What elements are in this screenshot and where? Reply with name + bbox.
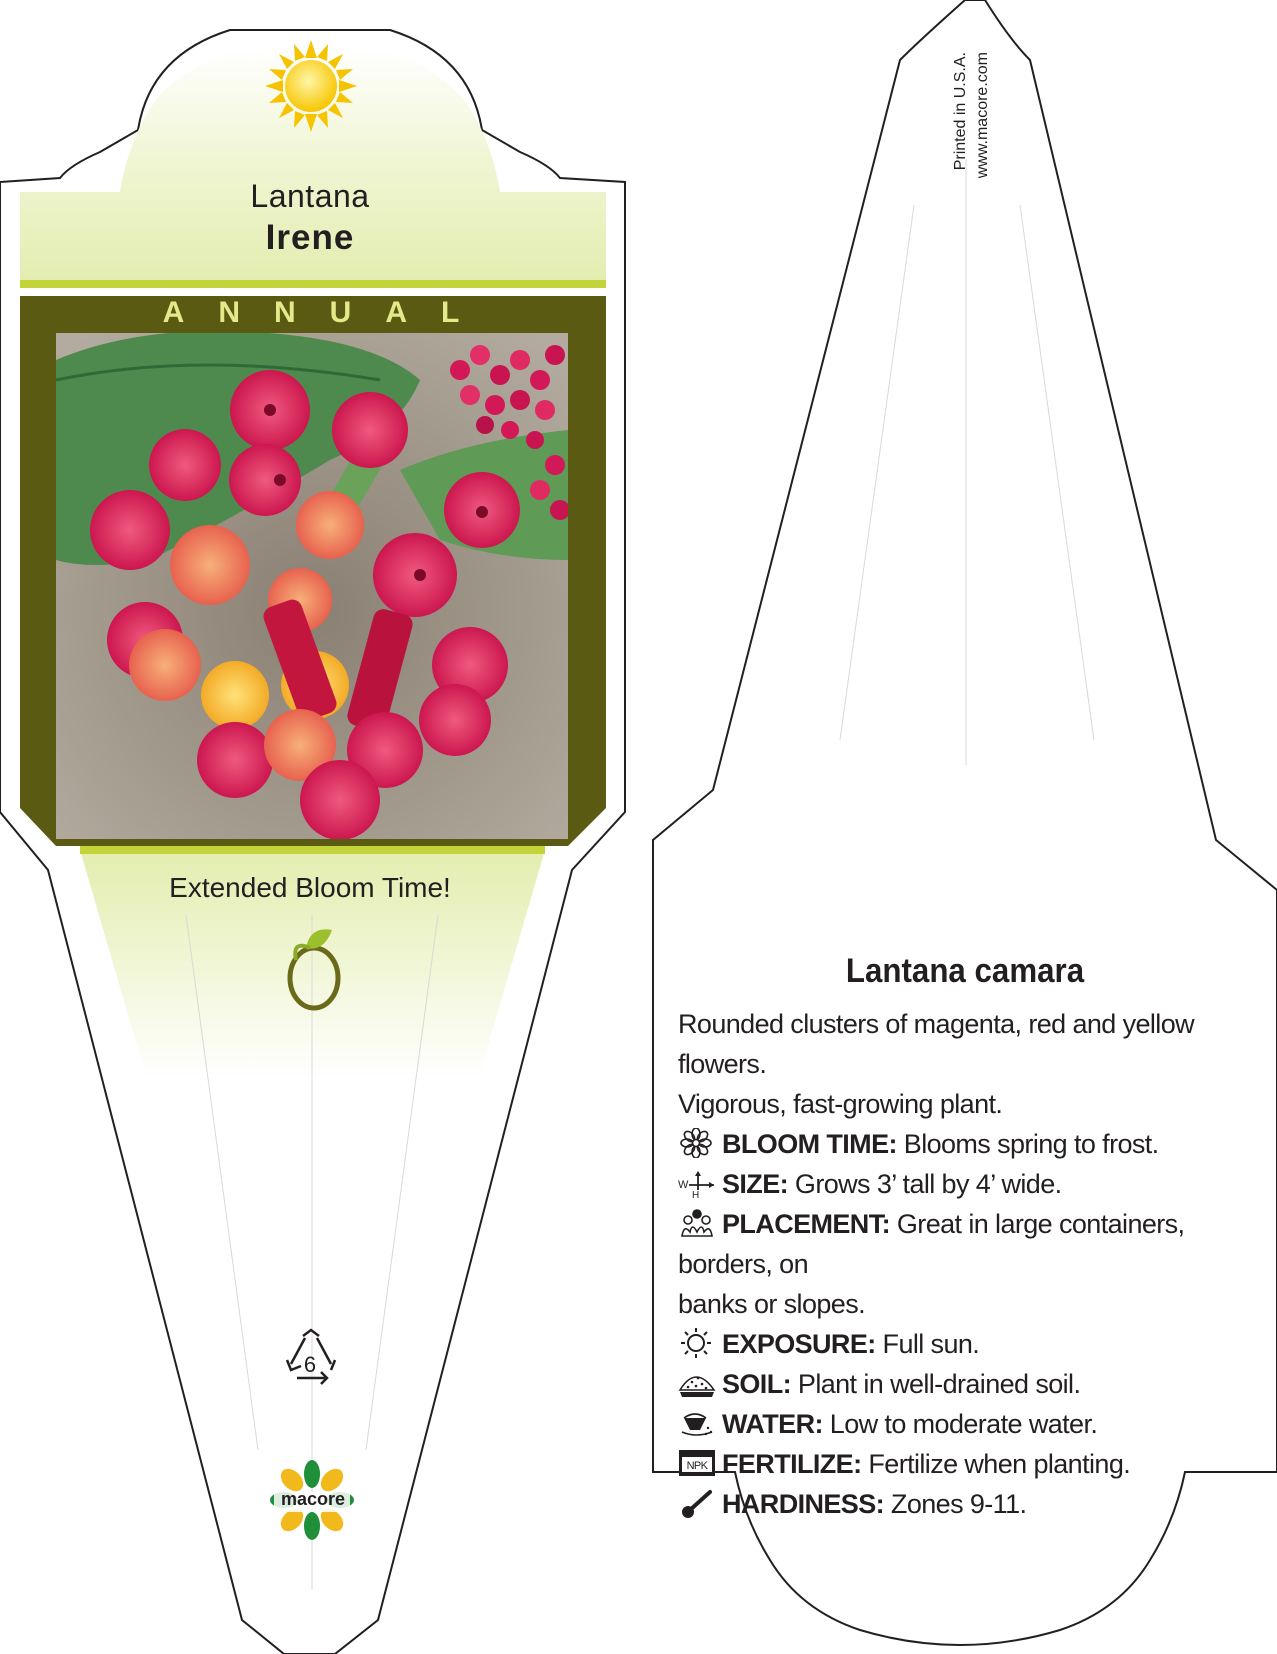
sun-icon — [678, 1328, 716, 1358]
attribute-placement: PLACEMENT: Great in large containers, borders, on — [678, 1209, 1185, 1279]
attribute-size: W H SIZE: Grows 3’ tall by 4’ wide. — [678, 1169, 1062, 1199]
website-url: www.macore.com — [974, 52, 991, 179]
printed-in-usa: Printed in U.S.A. — [952, 52, 969, 171]
description-line: Vigorous, fast-growing plant. — [678, 1089, 1003, 1119]
npk-icon — [678, 1448, 716, 1478]
attribute-exposure: EXPOSURE: Full sun. — [678, 1324, 1258, 1364]
category-label: ANNUAL — [162, 296, 494, 329]
brand-logo-text: macore — [280, 1489, 346, 1509]
svg-text:W: W — [678, 1179, 688, 1191]
flower-icon — [678, 1128, 716, 1158]
thermometer-icon — [678, 1488, 716, 1518]
plants-icon — [678, 1208, 716, 1238]
size-arrows-icon — [678, 1168, 716, 1198]
svg-text:NPK: NPK — [686, 1460, 708, 1472]
attribute-bloom-time: BLOOM TIME: Blooms spring to frost. — [678, 1124, 1258, 1164]
attribute-water: WATER: Low to moderate water. — [678, 1404, 1258, 1444]
watering-can-icon — [678, 1408, 716, 1438]
attribute-soil: SOIL: Plant in well-drained soil. — [678, 1364, 1258, 1404]
tagline: Extended Bloom Time! — [169, 872, 451, 903]
svg-text:H: H — [692, 1190, 699, 1198]
cultivar-name: Irene — [265, 218, 355, 257]
botanical-name: Lantana camara — [845, 952, 1085, 990]
attribute-hardiness: HARDINESS: Zones 9-11. — [678, 1484, 1258, 1524]
recycle-code: 6 — [303, 1352, 317, 1377]
left-tag-shape — [0, 30, 625, 1654]
attribute-fertilize: NPK FERTILIZE: Fertilize when planting. — [678, 1444, 1258, 1484]
description-line: Rounded clusters of magenta, red and yellow flowers. — [678, 1009, 1195, 1079]
placement-continuation: banks or slopes. — [678, 1289, 866, 1319]
plant-description — [678, 1004, 1258, 1524]
common-name: Lantana — [250, 178, 370, 214]
website-info — [972, 52, 1012, 232]
soil-icon — [678, 1368, 716, 1398]
